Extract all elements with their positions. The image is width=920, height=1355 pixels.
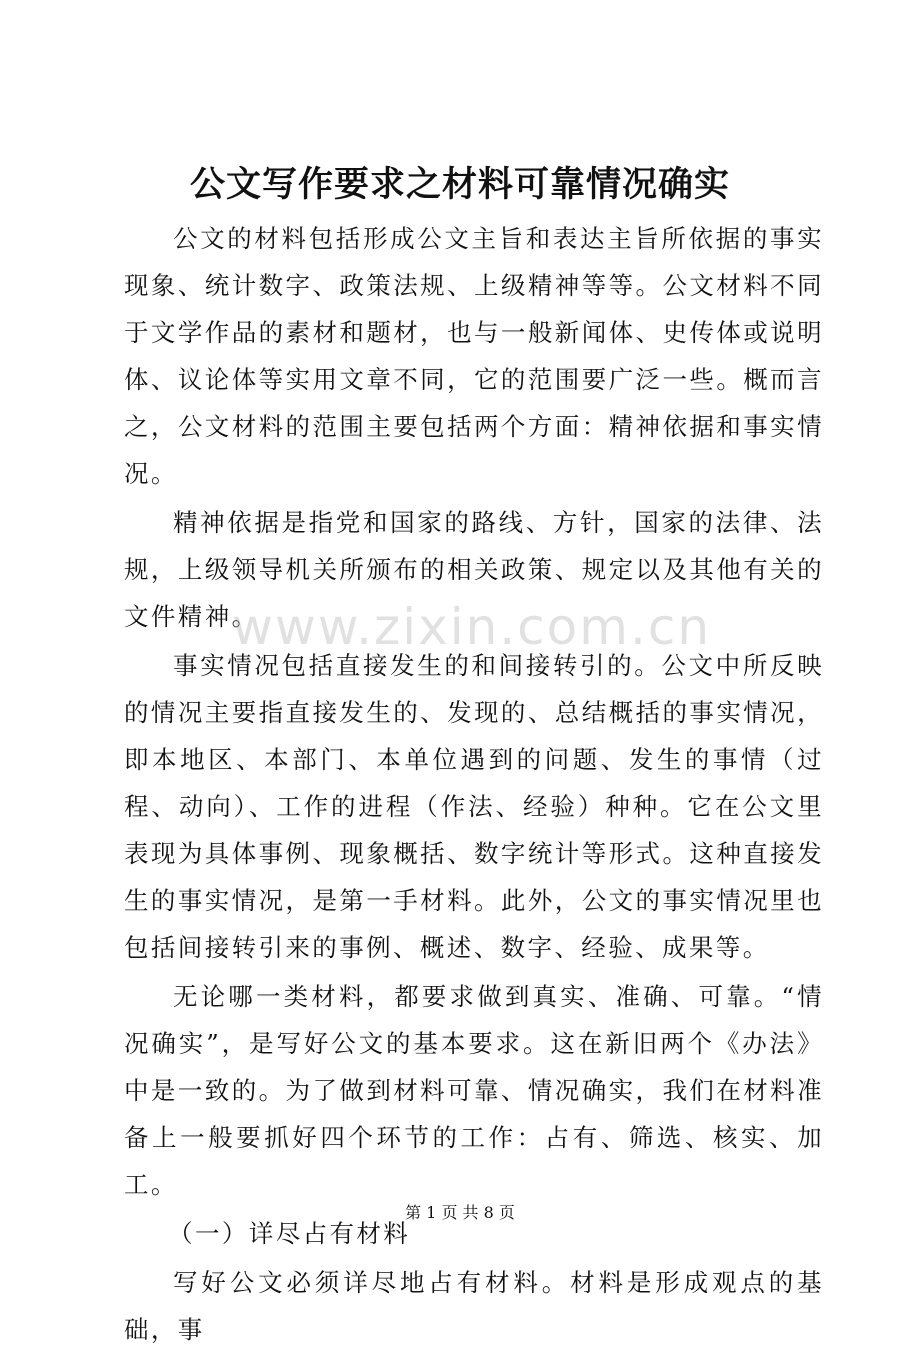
document-body [124, 215, 824, 1355]
paragraph-factual-situation: 事实情况包括直接发生的和间接转引的。公文中所反映的情况主要指直接发生的、发现的、总结概括的事实情况，即本地区、本部门、本单位遇到的问题、发生的事情（过程、动向）、工作的进程（作法、经验）种种。它在公文里表现为具体事例、现象概括、数字统计等形式。这种直接发生的事实情况，是第一手材料。此外，公文的事实情况里也包括间接转引来的事例、概述、数字、经验、成果等。 [124, 651, 824, 962]
watermark: www.zixin.com.cn [232, 598, 712, 656]
paragraph-possess-materials: 写好公文必须详尽地占有材料。材料是形成观点的基础，事 [124, 1268, 824, 1344]
paragraph-materials-scope: 公文的材料包括形成公文主旨和表达主旨所依据的事实现象、统计数字、政策法规、上级精神等等。公文材料不同于文学作品的素材和题材，也与一般新闻体、史传体或说明体、议论体等实用文章不同，它的范围要广泛一些。概而言之，公文材料的范围主要包括两个方面：精神依据和事实情况。 [124, 224, 824, 488]
section-heading: （一）详尽占有材料 [168, 1219, 411, 1248]
document-title: 公文写作要求之材料可靠情况确实 [189, 164, 730, 205]
paragraph-spirit-basis: 精神依据是指党和国家的路线、方针，国家的法律、法规，上级领导机关所颁布的相关政策、规定以及其他有关的文件精神。 [124, 508, 824, 631]
page-footer: 第 1 页 共 8 页 [405, 1203, 515, 1222]
paragraph-requirements: 无论哪一类材料，都要求做到真实、准确、可靠。“情况确实”，是写好公文的基本要求。这在新旧两个《办法》中是一致的。为了做到材料可靠、情况确实，我们在材料准备上一般要抓好四个环节的工作：占有、筛选、核实、加工。 [124, 982, 824, 1199]
